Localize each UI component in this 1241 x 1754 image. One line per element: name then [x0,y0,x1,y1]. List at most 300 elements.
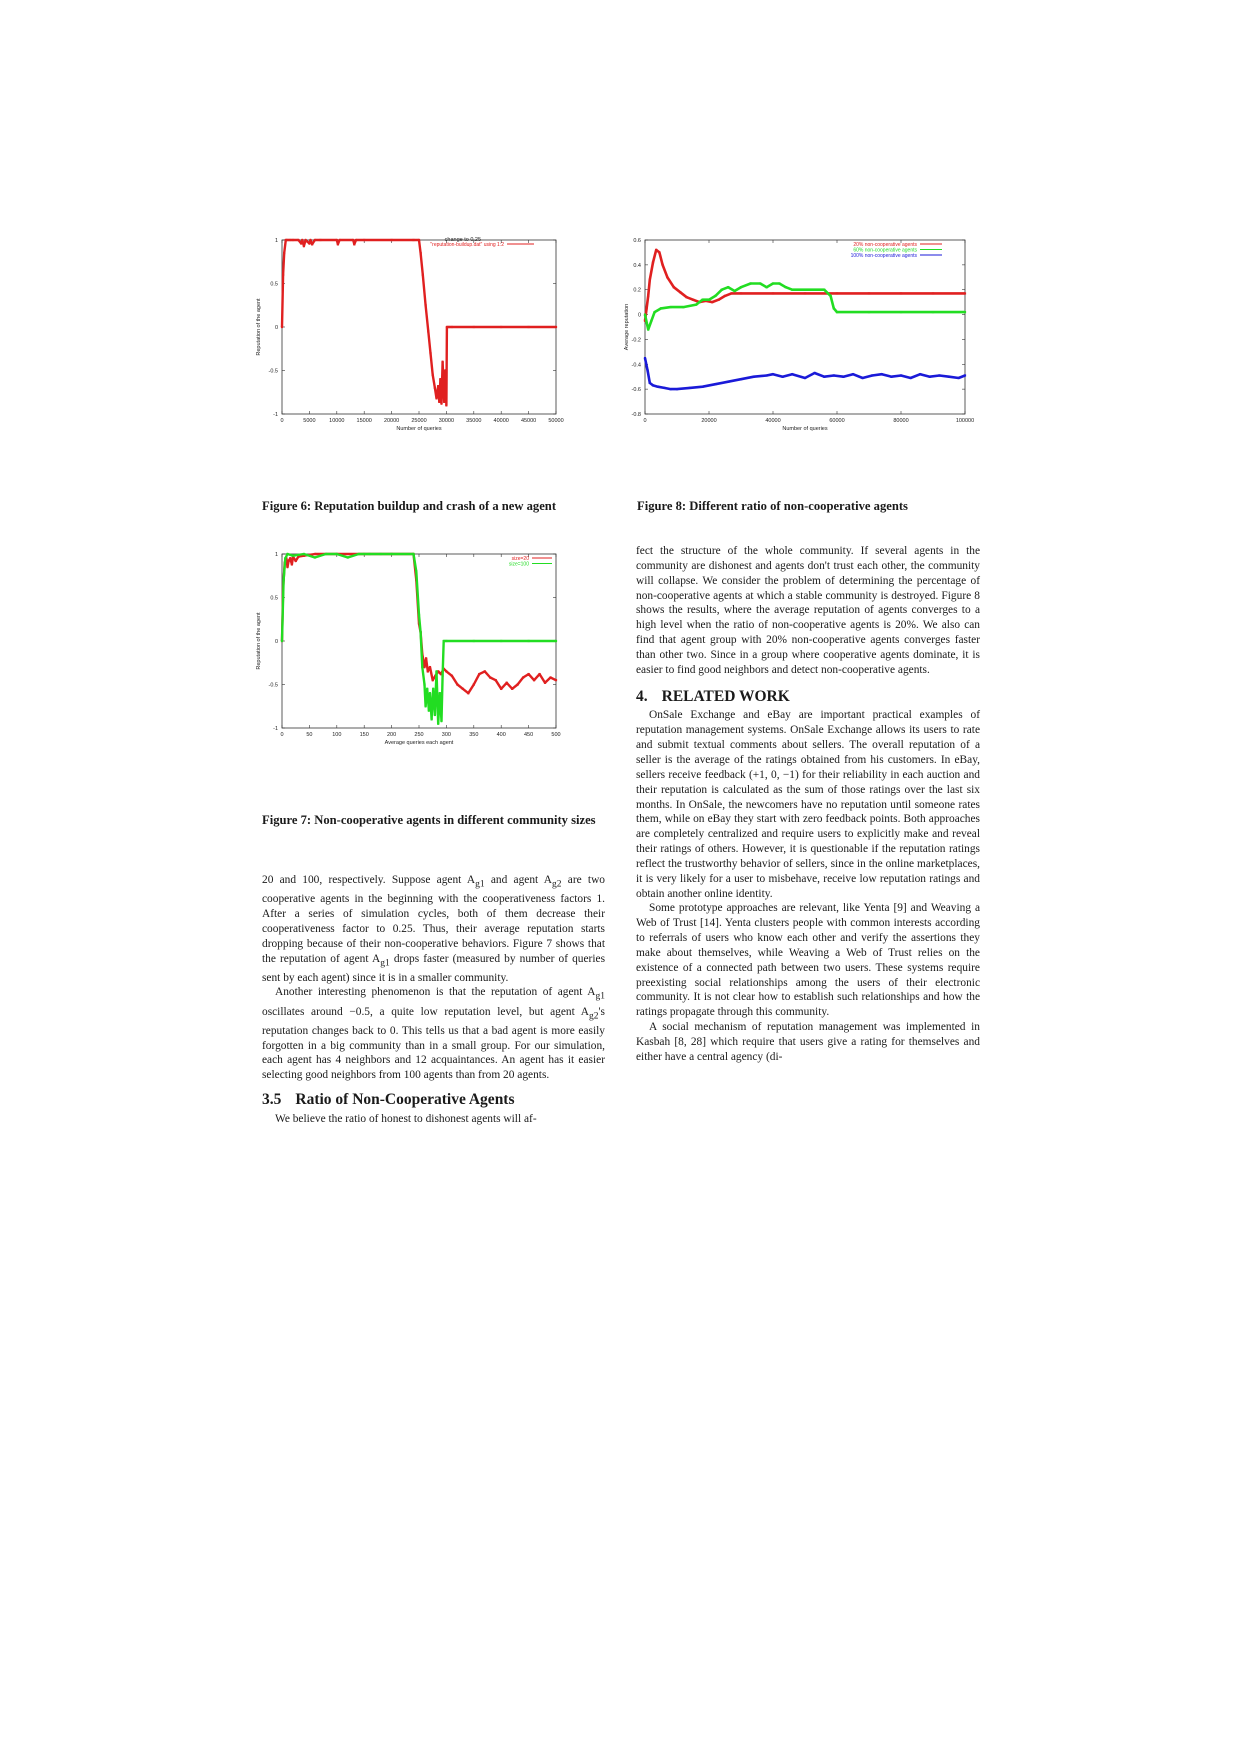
x-tick-label: 40000 [493,418,509,424]
data-point [652,261,654,263]
data-point [415,570,417,572]
data-point [291,563,293,565]
data-point [443,401,445,403]
data-point [759,282,761,284]
data-point [495,679,497,681]
data-point [462,688,464,690]
x-tick-label: 250 [414,732,424,738]
data-point [804,292,806,294]
data-point [544,682,546,684]
paragraph: 20 and 100, respectively. Suppose agent $A_{g1}$ and agent $A_{g2}$ are two cooperative agents in the beginning with the cooperativeness factors 1. After a series of simulation cycles, both of them decrease their cooperativeness factor to 0.25. Thus, their average reputation starts dropping because of their non-cooperative behaviors. Figure 7 shows that the reputation of agent $A_{g1}$ drops faster (measured by number of queries sent by each agent) since it is in a smaller community. [262,874,605,984]
data-point [426,688,428,690]
data-point [772,282,774,284]
data-point [740,378,742,380]
data-point [766,374,768,376]
data-point [932,311,934,313]
data-point [654,311,656,313]
figure-7 [252,550,617,800]
data-point [740,286,742,288]
data-point [549,676,551,678]
data-point [429,352,431,354]
data-point [467,692,469,694]
data-point [881,373,883,375]
data-point [431,718,433,720]
x-tick-label: 100 [332,732,342,738]
data-point [445,670,447,672]
x-tick-label: 50000 [548,418,564,424]
data-point [649,382,651,384]
y-tick-label: 0 [637,312,641,319]
x-tick-label: 45000 [520,418,537,424]
y-tick-label: -0.8 [631,412,641,418]
data-point [647,328,649,330]
data-point [791,289,793,291]
data-point [823,376,825,378]
y-tick-label: -0.5 [268,368,278,375]
data-point [868,311,870,313]
data-point [900,374,902,376]
data-point [868,292,870,294]
data-point [964,374,966,376]
data-point [647,295,649,297]
data-point [657,386,659,388]
paragraph: Another interesting phenomenon is that the reputation of agent $A_{g1}$ oscillates around −0.5, a quite low reputation level, but agent $A_{g2}'s$ reputation changes back to 0. This tells us that a bad agent is more easily forgotten in a big community than in a small group. For our simulation, each agent has 4 neighbors and 12 acquaintances. An agent has it easier selecting good neighbors from 100 agents than from 20 agents. [262,986,605,1082]
data-point [730,292,732,294]
data-point [425,657,427,659]
paragraph: A social mechanism of reputation management was implemented in Kasbah [8, 28] which require that users give a rating for themselves and either have a central agency (di- [636,1021,980,1063]
data-point [439,692,441,694]
data-point [443,640,445,642]
data-point [284,557,286,559]
right-column-text [636,544,980,1065]
x-tick-label: 350 [469,732,479,738]
y-tick-label: 1 [274,552,278,558]
series-line-1 [645,247,965,321]
data-point [814,289,816,291]
data-point [435,670,437,672]
data-point [798,289,800,291]
x-tick-label: 200 [387,732,397,738]
data-point [445,404,447,406]
data-point [432,688,434,690]
x-axis-label: Number of queries [782,426,828,432]
figure-7-caption: Figure 7: Non-cooperative agents in different community sizes [262,813,596,827]
x-tick-label: 20000 [383,418,400,424]
data-point [418,614,420,616]
y-tick-label: 0.5 [270,595,278,602]
x-tick-label: 25000 [411,418,427,424]
data-point [437,385,439,387]
y-tick-label: -0.4 [631,362,641,369]
data-point [420,631,422,633]
y-tick-label: 0.2 [633,287,641,294]
data-point [772,292,774,294]
x-tick-label: 100000 [955,418,975,424]
data-point [673,286,675,288]
data-point [721,289,723,291]
data-point [718,299,720,301]
x-tick-label: 450 [524,732,534,738]
figure-8-caption: Figure 8: Different ratio of non-cooperative agents [637,499,908,513]
series-line-1 [282,240,556,405]
data-point [363,239,365,241]
y-axis-label: Reputation of the agent [256,298,262,356]
data-point [660,307,662,309]
data-point [434,387,436,389]
y-tick-label: -1 [273,412,278,418]
data-point [427,330,429,332]
data-point [440,720,442,722]
data-point [862,377,864,379]
x-tick-label: 5000 [303,418,316,424]
data-point [778,282,780,284]
legend-label: 100% non-cooperative agents [850,253,917,259]
section-heading: 3.5 Ratio of Non-Cooperative Agents [262,1091,515,1109]
data-point [646,307,648,309]
data-point [500,688,502,690]
x-tick-label: 300 [441,732,451,738]
data-point [804,377,806,379]
data-point [517,683,519,685]
data-point [428,710,430,712]
y-axis-label: Reputation of the agent [256,612,262,670]
legend-label: "reputation-buildup.dat" using 1:2 [430,242,504,248]
data-point [478,673,480,675]
data-point [702,386,704,388]
data-point [303,245,305,247]
data-point [714,295,716,297]
data-point [852,373,854,375]
data-point [286,553,288,555]
data-point [686,296,688,298]
series-line-3 [645,358,965,389]
paragraph: OnSale Exchange and eBay are important practical examples of reputation management systems. OnSale Exchange allows its users to rate and submit textual comments about sellers. The overall reputation of a seller is the average of the ratings obtained from his customers. In eBay, sellers receive feedback (+1, 0, −1) for their reliability in each auction and their reputation is calculated as the sum of those ratings over the last six months. In OnSale, the newcomers have no reputation until someone rates them, while on eBay they start with zero feedback points. Both approaches are completely centralized and require users to explicitly make and reveal their ratings of others. However, it is questionable if the reputation ratings reflect the trustworthy behavior of sellers, since in the online marketplaces, it is very likely for a user to misbehave, receive low reputation ratings and obtain another online identity. [636,709,980,900]
paragraph: Some prototype approaches are relevant, like Yenta [9] and Weaving a Web of Trust [14]. Yenta clusters people with common interests according to referrals of users who know each other and verify the assertions they make about themselves, while Weaving a Web of Trust relies on the existence of a connected path between two users. These systems require preexisting social relationships among the users of their electronic community. It is not clear how to establish such relationships and how the ratings propagate through this community. [636,902,980,1019]
data-point [314,553,316,555]
data-point [528,326,530,328]
series-line-2 [282,554,556,724]
data-point [555,679,557,681]
data-point [750,282,752,284]
data-point [900,292,902,294]
data-point [446,326,448,328]
data-point [929,376,931,378]
x-tick-label: 0 [280,418,284,424]
x-tick-label: 40000 [765,418,781,424]
data-point [432,679,434,681]
data-point [646,369,648,371]
x-tick-label: 500 [551,732,561,738]
data-point [823,289,825,291]
data-point [292,239,294,241]
x-axis-label: Number of queries [396,426,442,432]
data-point [663,387,665,389]
data-point [714,383,716,385]
data-point [708,299,710,301]
y-tick-label: -1 [273,726,278,732]
data-point [444,369,446,371]
x-tick-label: 15000 [356,418,372,424]
data-point [289,239,291,241]
data-point [412,239,414,241]
data-point [297,239,299,241]
data-point [948,376,950,378]
data-point [441,675,443,677]
data-point [785,286,787,288]
data-point [670,306,672,308]
x-tick-label: 0 [280,732,284,738]
data-point [418,239,420,241]
data-point [300,242,302,244]
data-point [424,304,426,306]
data-point [338,239,340,241]
y-tick-label: 0.4 [633,262,641,269]
series-points-1 [281,239,557,407]
data-point [286,239,288,241]
data-point [309,239,311,241]
paragraph: fect the structure of the whole community. If several agents in the community are dishonest and agents don't trust each other, the community will collapse. We consider the problem of determining the percentage of non-cooperative agents at which a stable community is destroyed. Figure 8 shows the results, where the average reputation of agents converges to a high level when the ratio of non-cooperative agents is 20%. We also can find that agent group with 20% non-cooperative agents converges faster than other two. Since in a group where cooperative agents dominate, it is easier to find good neighbors and detect non-cooperative agents. [636,545,980,676]
data-point [336,553,338,555]
data-point [283,579,285,581]
data-point [292,555,294,557]
figure-6-chart [252,236,617,486]
y-tick-label: 0.5 [270,281,278,288]
data-point [445,640,447,642]
data-point [435,397,437,399]
data-point [695,304,697,306]
data-point [422,274,424,276]
data-point [500,640,502,642]
data-point [304,239,306,241]
data-point [679,291,681,293]
x-tick-label: 35000 [466,418,482,424]
data-point [666,276,668,278]
data-point [522,676,524,678]
x-axis-label: Average queries each agent [384,740,454,746]
data-point [555,326,557,328]
data-point [391,553,393,555]
data-point [303,553,305,555]
data-point [890,376,892,378]
data-point [484,670,486,672]
data-point [727,381,729,383]
data-point [421,666,423,668]
figure-7-chart [252,550,617,800]
legend-label: size=20 [511,556,529,562]
data-point [424,705,426,707]
x-tick-label: 20000 [701,418,717,424]
figure-7-plot [256,552,561,746]
data-point [438,401,440,403]
data-point [804,289,806,291]
data-point [287,560,289,562]
data-point [724,295,726,297]
data-point [451,675,453,677]
data-point [427,670,429,672]
x-tick-label: 80000 [893,418,909,424]
data-point [314,239,316,241]
paragraph: We believe the ratio of honest to dishonest agents will af- [275,1112,537,1125]
y-tick-label: 0 [274,325,278,331]
data-point [528,640,530,642]
data-point [325,553,327,555]
data-point [301,239,303,241]
data-point [958,377,960,379]
data-point [676,388,678,390]
data-point [791,373,793,375]
data-point [437,723,439,725]
data-point [355,239,357,241]
data-point [538,673,540,675]
data-point [391,239,393,241]
data-point [650,320,652,322]
data-point [434,714,436,716]
data-point [347,556,349,558]
data-point [772,373,774,375]
data-point [533,679,535,681]
data-point [358,553,360,555]
data-point [644,357,646,359]
data-point [456,683,458,685]
data-point [814,372,816,374]
data-point [412,553,414,555]
data-point [555,640,557,642]
figure-6-plot [256,237,564,432]
data-point [319,239,321,241]
data-point [511,688,513,690]
data-point [423,683,425,685]
x-tick-label: 60000 [829,418,845,424]
y-axis-label: Average reputation [624,303,630,351]
data-point [314,556,316,558]
figure-6 [252,236,617,486]
legend-label: 20% non-cooperative agents [853,242,917,248]
data-point [782,376,784,378]
data-point [910,377,912,379]
figure-8-chart [620,236,985,486]
data-point [964,311,966,313]
data-point [473,640,475,642]
x-tick-label: 30000 [438,418,455,424]
data-point [352,239,354,241]
data-point [702,299,704,301]
data-point [286,566,288,568]
data-point [506,682,508,684]
data-point [766,286,768,288]
data-point [682,306,684,308]
data-point [900,311,902,313]
data-point [337,243,339,245]
data-point [473,326,475,328]
data-point [658,251,660,253]
y-tick-label: -0.6 [631,387,641,394]
data-point [423,666,425,668]
data-point [833,374,835,376]
data-point [528,673,530,675]
section-heading: 4. RELATED WORK [636,687,790,705]
data-point [833,307,835,309]
data-point [336,239,338,241]
data-point [289,557,291,559]
data-point [753,376,755,378]
data-point [295,560,297,562]
data-point [740,292,742,294]
data-point [655,249,657,251]
data-point [649,279,651,281]
data-point [919,373,921,375]
data-point [473,683,475,685]
y-tick-label: 0.6 [633,238,641,244]
annotation-label: change to 0.25 [444,237,482,243]
y-tick-label: -0.2 [631,337,641,344]
data-point [830,295,832,297]
x-tick-label: 150 [359,732,369,738]
data-point [451,326,453,328]
y-tick-label: -0.5 [268,682,278,689]
data-point [380,553,382,555]
data-point [489,676,491,678]
data-point [369,553,371,555]
data-point [964,292,966,294]
data-point [652,384,654,386]
data-point [448,326,450,328]
data-point [644,313,646,315]
y-tick-label: 0 [274,639,278,645]
data-point [689,387,691,389]
data-point [670,388,672,390]
data-point [711,301,713,303]
data-point [692,299,694,301]
y-tick-label: 1 [274,238,278,244]
legend-label: size=100 [508,561,529,568]
data-point [429,692,431,694]
data-point [429,666,431,668]
data-point [662,264,664,266]
data-point [308,242,310,244]
data-point [836,311,838,313]
series-points-3 [644,357,966,390]
data-point [281,640,283,642]
data-point [500,326,502,328]
data-point [734,290,736,292]
data-point [836,292,838,294]
x-tick-label: 400 [496,732,506,738]
data-point [283,252,285,254]
figure-8 [620,236,985,486]
data-point [727,286,729,288]
series-points-2 [281,553,557,725]
data-point [440,402,442,404]
data-point [281,326,283,328]
data-point [938,374,940,376]
data-point [353,243,355,245]
data-point [441,361,443,363]
data-point [311,243,313,245]
data-point [842,376,844,378]
figure-8-plot [624,238,974,432]
x-tick-label: 10000 [329,418,345,424]
x-tick-label: 50 [306,732,313,738]
data-point [420,252,422,254]
data-point [439,378,441,380]
legend-label: 60% non-cooperative agents [853,247,917,254]
data-point [932,292,934,294]
x-tick-label: 0 [643,418,647,424]
data-point [432,374,434,376]
data-point [282,274,284,276]
figure-6-caption: Figure 6: Reputation buildup and crash of a new agent [262,499,557,513]
left-column-text [262,873,605,1127]
